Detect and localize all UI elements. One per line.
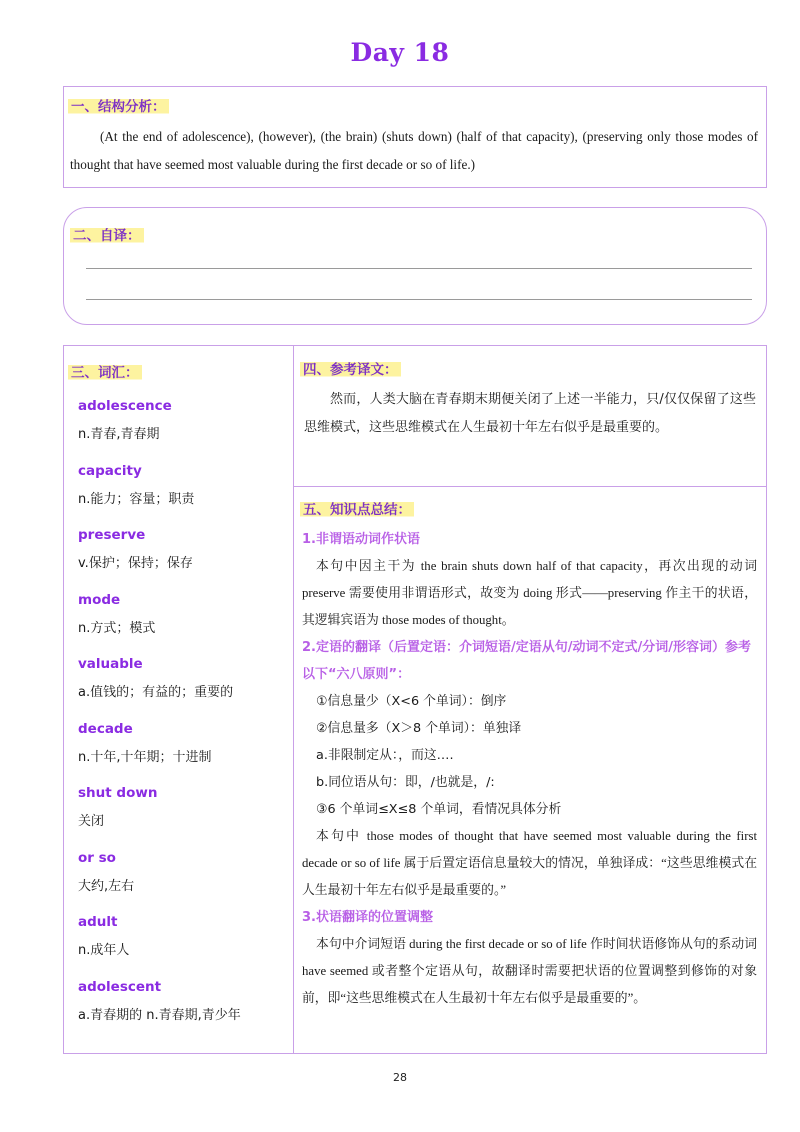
point-3-text: 本句中介词短语 during the first decade or so of life 作时间状语修饰从句的系动词 have seemed 或者整个定语从句，故翻译时需要把状语的位置调整到修饰的对象前，即“这些思维模式在人生最初十年左右似乎是最重要的”。 (302, 937, 757, 1005)
vocab-word: preserve (78, 527, 146, 543)
point-3-title: 3.状语翻译的位置调整 (302, 910, 433, 925)
vocab-item (78, 785, 288, 850)
vocabulary-list (78, 398, 288, 1043)
vocab-word: adult (78, 914, 118, 930)
vocab-item (78, 398, 288, 463)
vocab-word: mode (78, 591, 121, 608)
vocabulary-heading: 三、词汇： (68, 361, 142, 381)
vocab-item (78, 979, 288, 1044)
self-translation-heading: 二、自译： (70, 224, 144, 244)
vocab-definition: n.成年人 (78, 943, 130, 958)
reference-translation-box (293, 345, 767, 487)
vocab-definition: n.能力；容量；职责 (78, 491, 195, 507)
vocab-word: adolescence (78, 398, 172, 414)
vocab-word: decade (78, 720, 133, 737)
vocab-item (78, 463, 288, 528)
vocab-item (78, 850, 288, 915)
vocab-definition: a.值钱的；有益的；重要的 (78, 685, 234, 700)
knowledge-summary-box (293, 486, 767, 1054)
vocab-definition: a.青春期的 n.青春期,青少年 (78, 1007, 241, 1023)
vocab-word: or so (78, 849, 116, 866)
rule-item: b.同位语从句：即，/也就是，/: (316, 775, 495, 790)
vocab-item (78, 592, 288, 657)
translation-line-2 (86, 299, 752, 300)
point-2-title: 2.定语的翻译（后置定语：介词短语/定语从句/动词不定式/分词/形容词）参考以下“六八原则”： (302, 640, 751, 682)
rule-item: a.非限制定从：，而这…. (316, 748, 454, 763)
point-1-text: 本句中因主干为 the brain shuts down half of that capacity，再次出现的动词 preserve 需要使用非谓语形式，故变为 doing 形式——preserving 作主干的状语，其逻辑宾语为 those modes of thought。 (302, 559, 757, 627)
vocab-word: valuable (78, 656, 143, 672)
vocabulary-box (63, 345, 294, 1054)
vocab-item (78, 914, 288, 979)
vocab-word: adolescent (78, 978, 162, 995)
vocab-word: shut down (78, 785, 158, 801)
point-2-text: 本句中 those modes of thought that have seemed most valuable during the first decade or so of life 属于后置定语信息量较大的情况，单独译成：“这些思维模式在人生最初十年左右似乎是最重要的。” (302, 829, 757, 897)
vocab-definition: n.十年,十年期；十进制 (78, 749, 212, 765)
rule-item: ①信息量少（X<6 个单词）：倒序 (316, 694, 507, 709)
reference-translation-text: 然而，人类大脑在青春期末期便关闭了上述一半能力，只/仅仅保留了这些思维模式，这些思维模式在人生最初十年左右似乎是最重要的。 (304, 392, 756, 435)
structure-analysis-text: (At the end of adolescence), (however), (the brain) (shuts down) (half of that capacity), (preserving only those modes of thought that have seemed most valuable during the first decade or so of life.) (70, 129, 758, 172)
vocab-item (78, 656, 288, 721)
vocab-definition: 关闭 (78, 814, 105, 829)
vocab-definition: 大约,左右 (78, 878, 135, 894)
vocab-definition: v.保护；保持；保存 (78, 556, 193, 571)
structure-analysis-heading: 一、结构分析： (68, 95, 169, 115)
vocab-definition: n.方式；模式 (78, 620, 156, 636)
self-translation-box (63, 207, 767, 325)
knowledge-summary-heading: 五、知识点总结： (300, 498, 414, 518)
reference-translation-heading: 四、参考译文： (300, 358, 401, 378)
vocab-item (78, 527, 288, 592)
vocab-item (78, 721, 288, 786)
point-1-title: 1.非谓语动词作状语 (302, 532, 420, 547)
vocab-word: capacity (78, 462, 142, 479)
vocab-definition: n.青春,青春期 (78, 427, 160, 442)
knowledge-summary-content (302, 527, 757, 1012)
rule-item: ③6 个单词≤X≤8 个单词，看情况具体分析 (316, 802, 562, 817)
page-number: 28 (393, 1071, 407, 1084)
structure-analysis-box (63, 86, 767, 188)
page-title: Day 18 (350, 38, 450, 67)
rule-item: ②信息量多（X＞8 个单词）：单独译 (316, 721, 522, 736)
translation-line-1 (86, 268, 752, 269)
